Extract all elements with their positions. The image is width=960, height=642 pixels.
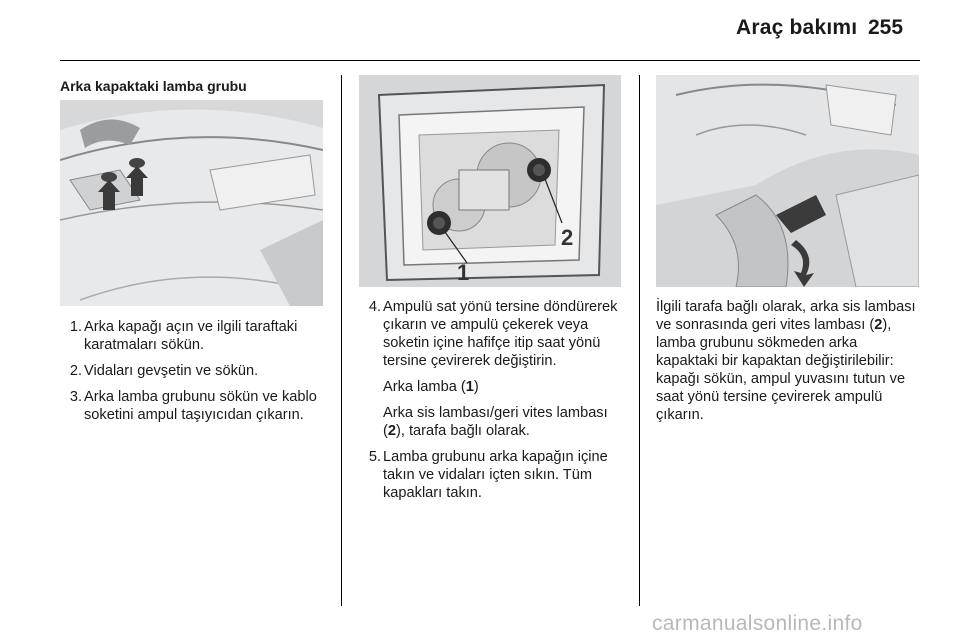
- step-text: Arka kapağı açın ve ilgili taraftaki karatmaları sökün.: [84, 319, 298, 353]
- sub-text: Arka lamba (: [383, 379, 466, 395]
- column-divider-1: [341, 75, 342, 606]
- figure-callout-2: 2: [561, 225, 574, 250]
- para-text: İlgili tarafa bağlı olarak, arka sis lambası ve sonrasında geri vites lambası (: [656, 299, 916, 333]
- list-item: [60, 362, 326, 380]
- step-number: 5.: [368, 449, 381, 465]
- running-header-title: Araç bakımı: [736, 16, 858, 39]
- sub-text: Arka sis lambası/geri vites lambası (: [383, 405, 608, 439]
- callout-ref: 1: [465, 379, 474, 395]
- list-item: [359, 298, 625, 370]
- para-text: ), lamba grubunu sökmeden arka kapaktaki bir kapaktan değiştirilebilir: kapağı sökün, ampul yuvasını tutun ve saat yönü tersine çevirerek ampulü çıkarın.: [656, 317, 906, 423]
- header-rule: [60, 60, 920, 61]
- step-text: Arka lamba grubunu sökün ve kablo soketini ampul taşıyıcıdan çıkarın.: [84, 389, 317, 423]
- sub-item-rear-lamp: [359, 378, 625, 396]
- list-item: [60, 388, 326, 424]
- figure-lamp-unit: [359, 75, 621, 287]
- figure-callout-1: 1: [457, 260, 470, 285]
- step-number: 4.: [368, 299, 381, 315]
- step-number: 2.: [69, 363, 82, 379]
- watermark: carmanualsonline.info: [652, 612, 863, 635]
- figure-cover-removal: [656, 75, 919, 287]
- page-number: 255: [868, 16, 904, 39]
- sub-text: ): [473, 379, 479, 395]
- step-number: 1.: [69, 319, 82, 335]
- list-item: [60, 318, 326, 354]
- sub-text: ), tarafa bağlı olarak.: [396, 423, 530, 439]
- steps-list-middle: [359, 298, 625, 510]
- column-divider-2: [639, 75, 640, 606]
- step-number: 3.: [69, 389, 82, 405]
- list-item: [359, 448, 625, 502]
- step-text: Lamba grubunu arka kapağın içine takın ve vidaları içten sıkın. Tüm kapakları takın.: [383, 449, 608, 501]
- paragraph-right: [656, 298, 921, 424]
- callout-ref: 2: [874, 317, 883, 333]
- section-title: Arka kapaktaki lamba grubu: [60, 78, 247, 94]
- step-text: Ampulü sat yönü tersine döndürerek çıkarın ve ampulü çekerek veya soketin içine hafifçe itip saat yönü tersine çevirerek değiştirin.: [383, 299, 618, 369]
- body-paragraph: [656, 298, 921, 424]
- steps-list-left: [60, 318, 326, 432]
- sub-item-fog-lamp: [359, 404, 625, 440]
- figure-tailgate-screws: [60, 100, 323, 306]
- step-text: Vidaları gevşetin ve sökün.: [84, 363, 259, 379]
- callout-ref: 2: [387, 423, 396, 439]
